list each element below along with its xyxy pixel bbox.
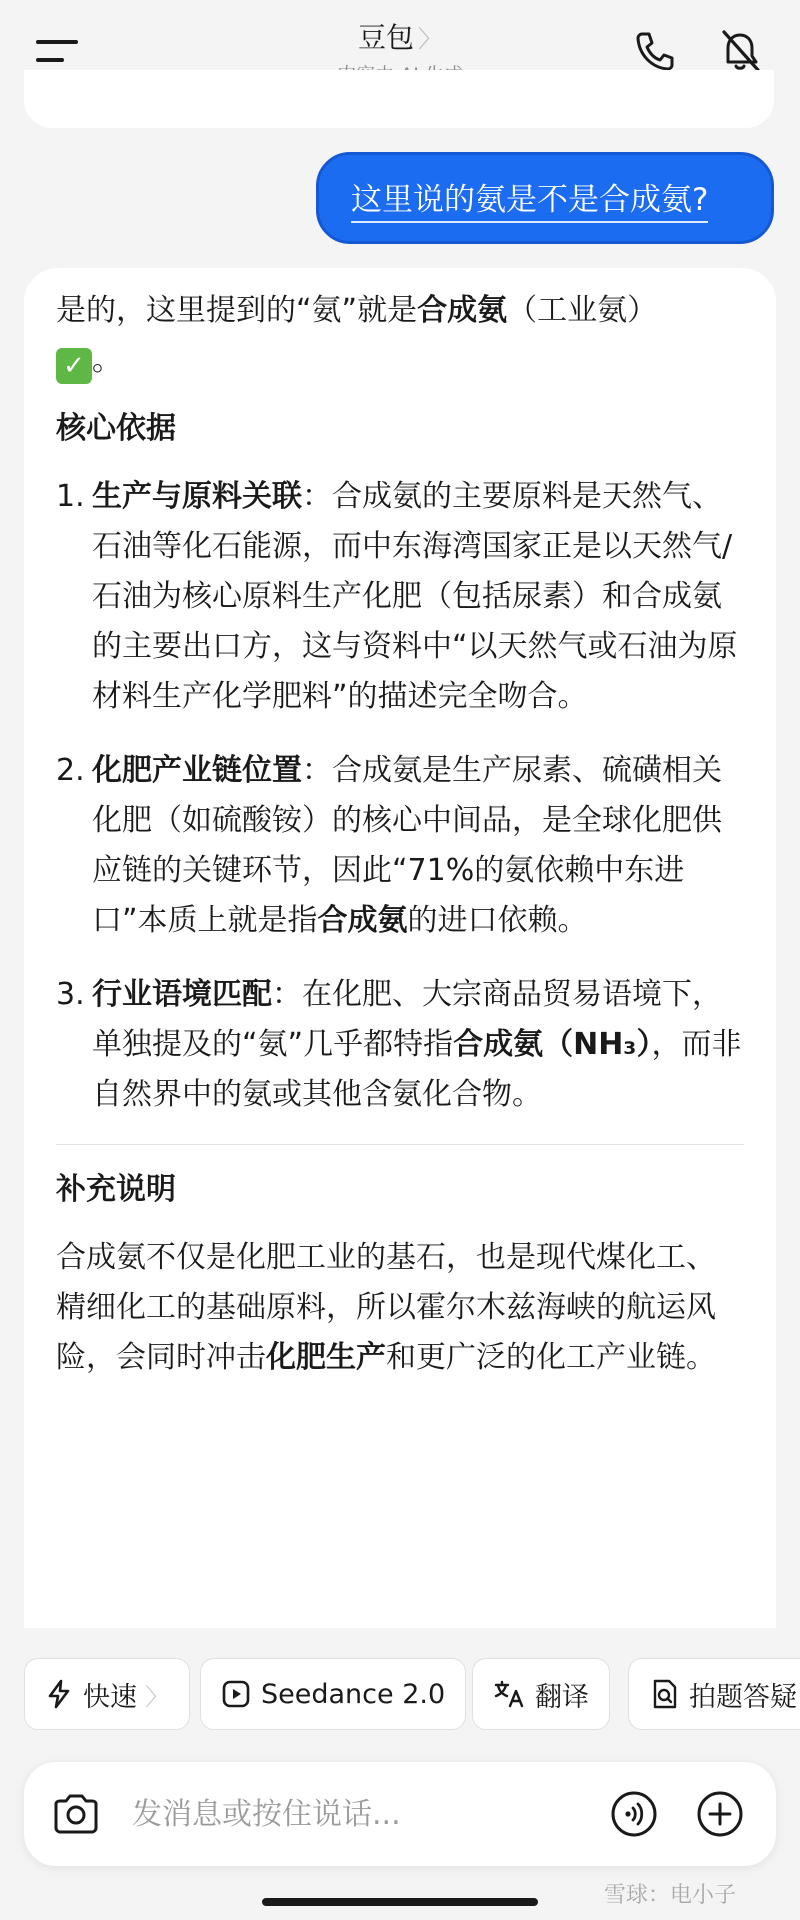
camera-icon[interactable]: [52, 1792, 100, 1836]
list-item: [56, 746, 744, 946]
assistant-reply-card: [24, 268, 776, 1628]
chip-label: 翻译: [535, 1681, 589, 1713]
intro-prefix: 是的，这里提到的“氨”就是: [56, 293, 418, 328]
list-body: [92, 970, 744, 1120]
plus-icon[interactable]: [696, 1790, 744, 1838]
chevron-right-icon: 〉: [145, 1682, 169, 1711]
home-indicator[interactable]: [262, 1898, 538, 1906]
list-item: [56, 472, 744, 722]
section-heading-supplement: 补充说明: [56, 1172, 176, 1207]
list-item-emphasis: 合成氨: [317, 903, 408, 938]
list-item-emphasis: 合成氨（NH₃）: [453, 1027, 652, 1062]
list-item: [56, 970, 744, 1120]
chip-photo-question[interactable]: [628, 1658, 800, 1730]
photo-question-icon: [649, 1678, 679, 1710]
phone-icon[interactable]: [632, 28, 678, 74]
intro-end: 。: [92, 343, 122, 378]
previous-message-card: [24, 70, 774, 128]
intro-bold: 合成氨: [417, 293, 508, 328]
mute-icon[interactable]: [716, 26, 764, 74]
quick-action-bar: [0, 1628, 800, 1746]
divider: [56, 1144, 744, 1145]
supplement-emphasis: 化肥生产: [266, 1340, 386, 1375]
reason-list: [56, 472, 744, 1120]
video-play-icon: [221, 1679, 251, 1709]
list-item-text-end: ，而非自然界中的氨或其他含氨化合物。: [92, 1027, 742, 1112]
user-message-text: 这里说的氨是不是合成氨?: [351, 174, 708, 223]
list-number: 1.: [56, 479, 85, 514]
intro-suffix: （工业氨）: [507, 293, 658, 328]
chevron-right-icon: 〉: [418, 25, 442, 53]
list-item-text: ：在化肥、大宗商品贸易语境下，单独提及的“氨”几乎都特指: [92, 977, 722, 1062]
lightning-icon: [45, 1679, 73, 1709]
chip-translate[interactable]: [472, 1658, 610, 1730]
list-item-title: 行业语境匹配: [92, 977, 272, 1012]
list-item-text: ：合成氨的主要原料是天然气、石油等化石能源，而中东海湾国家正是以天然气/石油为核心原料生产化肥（包括尿素）和合成氨的主要出口方，这与资料中“以天然气或石油为原材料生产化学肥料”的描述完全吻合。: [92, 479, 738, 714]
user-message-bubble[interactable]: [316, 152, 774, 244]
message-input[interactable]: [132, 1790, 492, 1838]
list-item-text: ：合成氨是生产尿素、硫磺相关化肥（如硫酸铵）的核心中间品，是全球化肥供应链的关键环节，因此“71%的氨依赖中东进口”本质上就是指: [92, 753, 722, 938]
supplement-paragraph: [56, 1233, 744, 1383]
supplement-text: 合成氨不仅是化肥工业的基石，也是现代煤化工、精细化工的基础原料，所以霍尔木兹海峡的航运风险，会同时冲击: [56, 1240, 716, 1375]
voice-icon[interactable]: [610, 1790, 658, 1838]
list-body: [92, 472, 744, 722]
check-mark-icon: ✓: [56, 348, 92, 384]
chip-seedance[interactable]: [200, 1658, 466, 1730]
watermark: 雪球：电小子: [604, 1883, 737, 1908]
app-title[interactable]: [0, 16, 800, 56]
chip-label: Seedance 2.0: [261, 1678, 446, 1710]
list-body: [92, 746, 744, 946]
list-item-text-end: 的进口依赖。: [407, 903, 588, 938]
list-number: 2.: [56, 753, 85, 788]
message-input-bar: [24, 1762, 776, 1866]
chip-label: 快速: [83, 1681, 137, 1713]
section-heading-core: 核心依据: [56, 411, 176, 446]
chip-fast-mode[interactable]: [24, 1658, 190, 1730]
chip-label: 拍题答疑: [689, 1681, 797, 1713]
list-number: 3.: [56, 977, 85, 1012]
supplement-text-end: 和更广泛的化工产业链。: [386, 1340, 716, 1375]
list-item-title: 生产与原料关联: [92, 479, 302, 514]
translate-icon: [493, 1679, 525, 1709]
reply-intro: [56, 286, 744, 386]
list-item-title: 化肥产业链位置: [92, 753, 302, 788]
app-title-text: 豆包: [357, 21, 414, 54]
